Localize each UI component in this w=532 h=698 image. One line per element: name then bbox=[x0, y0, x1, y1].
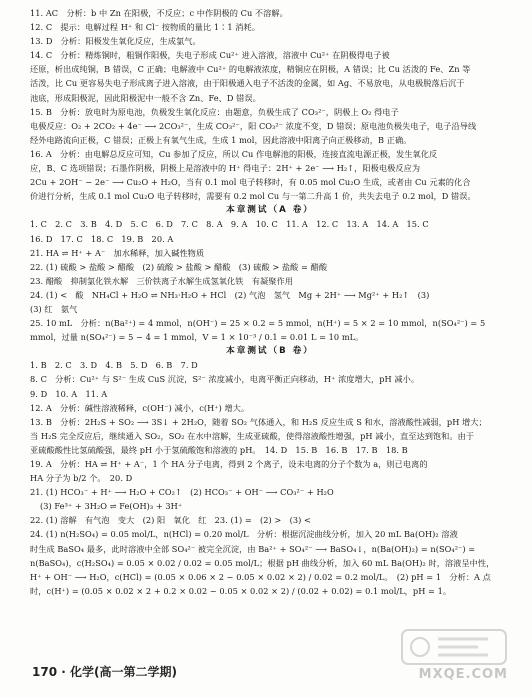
text-line: 16. A 分析：由电解总反应可知，Cu 参加了反应，所以 Cu 作电解池的阳极，连接直流电源正极，发生氧化反 bbox=[30, 148, 438, 159]
text-line: 1. B 2. C 3. D 4. B 5. D 6. B 7. D bbox=[30, 360, 198, 371]
text-line: 8. C 分析：Cu²⁺ 与 S²⁻ 生成 CuS 沉淀，S²⁻ 浓度减小，电离平衡正向移动，H⁺ 浓度增大，pH 减小。 bbox=[30, 374, 420, 385]
text-line: 13. B 分析：2H₂S + SO₂ ⟶ 3S↓ + 2H₂O，随着 SO₂ 气体通入，和 H₂S 反应生成 S 和水，溶液酸性减弱，pH 增大； bbox=[30, 416, 487, 427]
text-line: 16. D 17. C 18. C 19. B 20. A bbox=[30, 233, 174, 244]
text-line: 11. AC 分析：b 中 Zn 在阳极，不反应；c 中作阴极的 Cu 不溶解。 bbox=[30, 8, 288, 18]
text-line: 9. D 10. A 11. A bbox=[30, 388, 108, 399]
page-footer: 170 · 化学(高一第二学期) bbox=[32, 665, 177, 679]
text-line: 当 H₂S 完全反应后，继续通入 SO₂，SO₂ 在水中溶解，生成亚硫酸，使得溶液酸性增强，pH 减小，直至达到饱和。由于 bbox=[30, 430, 475, 441]
text-line: (3) 红 氨气 bbox=[30, 303, 78, 314]
text-line: HA 分子为 b/2 个。 20. D bbox=[30, 473, 133, 484]
text-line: 21. (1) HCO₃⁻ + H⁺ ⟶ H₂O + CO₂↑ (2) HCO₃⁻ + OH⁻ ⟶ CO₃²⁻ + H₂O bbox=[30, 487, 334, 498]
text-line: 22. (1) 溶解 有气泡 变大 (2) 阳 氧化 红 23. (1) = (2) > (3) < bbox=[30, 515, 311, 526]
text-line: 21. HA ⇌ H⁺ + A⁻ 加水稀释，加入碱性物质 bbox=[30, 247, 205, 258]
text-line: mmol，过量 n(SO₄²⁻) = 5 − 4 = 1 mmol，V = 1 × 10⁻³ / 0.1 = 0.01 L = 10 mL。 bbox=[30, 332, 364, 343]
text-line: 经外电路流向正极，C 错误；正极上有氧气生成，生成 1 mol，因此溶液中阳离子向正极移动，B 正确。 bbox=[30, 134, 412, 145]
text-line: 时生成 BaSO₄ 最多，此时溶液中全部 SO₄²⁻ 被完全沉淀，由 Ba²⁺ + SO₄²⁻ ⟶ BaSO₄↓，n(Ba(OH)₂) = n(SO₄²⁻) = bbox=[30, 543, 476, 554]
text-line: 1. C 2. C 3. B 4. D 5. C 6. D 7. C 8. A 9. A 10. C 11. A 12. C 13. A 14. A 15. C bbox=[30, 219, 429, 230]
text-line: 22. (1) 硫酸 > 盐酸 > 醋酸 (2) 硫酸 > 盐酸 > 醋酸 (3) 硫酸 > 盐酸 = 醋酸 bbox=[30, 261, 328, 272]
text-line: 25. 10 mL 分析：n(Ba²⁺) = 4 mmol，n(OH⁻) = 25 × 0.2 = 5 mmol，n(H⁺) = 5 × 2 = 10 mmol，n(SO₄²⁻) = 5 bbox=[30, 318, 486, 329]
text-line: 24. (1) n(H₂SO₄) = 0.05 mol/L，n(HCl) = 0.20 mol/L 分析：根据沉淀曲线分析，加入 20 mL Ba(OH)₂ 溶液 bbox=[30, 529, 458, 540]
text-line: 电极反应：O₂ + 2CO₂ + 4e⁻ ⟶ 2CO₃²⁻，生成 CO₃²⁻，阳 CO₃²⁻ 浓度不变，D 错误；原电池负极失电子，电子沿导线 bbox=[30, 120, 477, 131]
text-line: 还原，析出成纯铜，B 错误，C 正确；电解液中 Cu²⁺ 的电解液浓度，精铜应在阴极，A 错误；比 Cu 活泼的 Fe、Zn 等 bbox=[30, 64, 471, 75]
text-line: 14. C 分析：精炼铜时，粗铜作阳极，失电子形成 Cu²⁺ 进入溶液，溶液中 Cu²⁺ 在阴极得电子被 bbox=[30, 50, 390, 61]
text-line: 应，B、C 选项错误；石墨作阴极，阴极上是溶液中的 H⁺ 得电子：2H⁺ + 2e⁻ ⟶ H₂↑，阳极电极反应为 bbox=[30, 163, 421, 174]
text-line: (3) Fe³⁺ + 3H₂O ⇌ Fe(OH)₃ + 3H⁺ bbox=[40, 501, 183, 512]
section-heading: 本章测试（B 卷） bbox=[226, 346, 314, 357]
text-line: 2Cu + 2OH⁻ − 2e⁻ ⟶ Cu₂O + H₂O，当有 0.1 mol 电子转移时，有 0.05 mol Cu₂O 生成，或者由 Cu 元素的化合 bbox=[30, 177, 471, 188]
watermark-logo bbox=[394, 626, 514, 688]
text-line: 活泼，比 Cu 更容易失电子形成离子进入溶液，由于阳极通入电子不活泼的金属，如 Ag、不易放电，从电极脱落后沉于 bbox=[30, 78, 465, 89]
text-line: 亚硫酸酸性比氢硫酸强，最终 pH 小于氢硫酸饱和溶液的 pH。 14. D 15. B 16. B 17. B 18. B bbox=[30, 444, 408, 455]
text-line: 时，c(H⁺) = (0.05 × 0.02 × 2 + 0.2 × 0.02 − 0.05 × 0.02 × 2) / (0.02 + 0.02) = 0.1 mol/L，pH = 1。 bbox=[30, 585, 452, 596]
answer-text-body bbox=[30, 6, 510, 598]
text-line: 23. 醋酸 抑制氯化铁水解 三价铁离子水解生成氢氧化铁 有凝聚作用 bbox=[30, 275, 293, 286]
text-line: 15. B 分析：放电时为原电池，负极发生氧化反应：由题意，负极生成了 CO₃²⁻，阴极上 O₂ 得电子 bbox=[30, 106, 399, 117]
text-line: n(BaSO₄)，c(H₂SO₄) = 0.05 × 0.02 / 0.02 = 0.05 mol/L；根据 pH 曲线分析，加入 60 mL Ba(OH)₂ 时，溶液呈中性， bbox=[30, 557, 495, 568]
text-line: 24. (1) < 酸 NH₄Cl + H₂O ⇌ NH₃·H₂O + HCl (2) 气泡 氢气 Mg + 2H⁺ ⟶ Mg²⁺ + H₂↑ (3) bbox=[30, 289, 430, 300]
text-line: 12. C 提示：电解过程 H⁺ 和 Cl⁻ 按物质的量比 1∶1 消耗。 bbox=[30, 22, 261, 33]
text-line: H⁺ + OH⁻ ⟶ H₂O，c(HCl) = (0.05 × 0.06 × 2 − 0.05 × 0.02 × 2) / 0.02 = 0.2 mol/L。 (2) pH = 1 分析：A 点 bbox=[30, 571, 491, 582]
section-heading: 本章测试（A 卷） bbox=[226, 205, 314, 216]
text-line: 13. D 分析：阳极发生氧化反应，生成氯气。 bbox=[30, 36, 201, 47]
text-line: 价进行分析，生成 0.1 mol Cu₂O 电子转移时，需要有 0.2 mol Cu 与一第二升高 1 价，共失去电子 0.2 mol，D 错误。 bbox=[30, 191, 476, 202]
text-line: 19. A 分析：HA ⇌ H⁺ + A⁻，1 个 HA 分子电离，得到 2 个离子，设未电离的分子个数为 a，则已电离的 bbox=[30, 459, 428, 469]
text-line: 12. A 分析：碱性溶液稀释，c(OH⁻) 减小，c(H⁺) 增大。 bbox=[30, 402, 250, 413]
text-line: 池底，形成阳极泥，因此阳极泥中一般不含 Zn、Fe、D 错误。 bbox=[30, 92, 261, 103]
watermark-text: MXQE.COM bbox=[418, 667, 508, 682]
